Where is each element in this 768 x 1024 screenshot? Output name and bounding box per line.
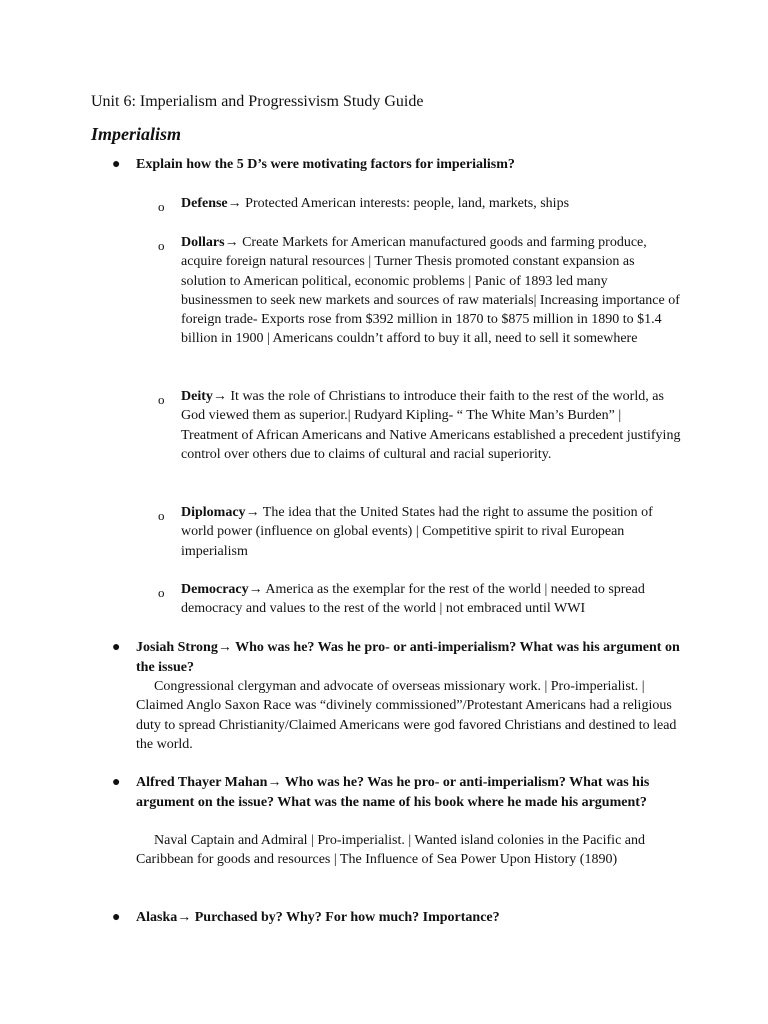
answer-mahan bbox=[136, 831, 686, 870]
item-text: Create Markets for American manufactured goods and farming produce, acquire foreign natural resources | Turner Thesis promoted constant expansion as solution to American political, economic problems | Panic of 1893 led many businessmen to seek new markets and sources of raw materials| Increasing importance of foreign trade- Exports rose from $392 million in 1870 to $875 million in 1890 to $1.4 billion in 1900 | Americans couldn’t afford to buy it all, need to sell it somewhere bbox=[181, 235, 680, 347]
bullet-icon: ● bbox=[112, 910, 121, 925]
item-deity bbox=[181, 387, 681, 464]
question-text: Purchased by? Why? For how much? Importance? bbox=[191, 910, 500, 925]
question-five-ds: Explain how the 5 D’s were motivating factors for imperialism? bbox=[136, 157, 515, 172]
answer-text: Congressional clergyman and advocate of overseas missionary work. | Pro-imperialist. | Claimed Anglo Saxon Race was “divinely commissioned”/Protestant Americans had a religious duty to spread Christianity/Claimed Americans were god favored Christians and destined to lead the world. bbox=[136, 679, 677, 752]
sub-bullet-icon: o bbox=[158, 199, 165, 214]
arrow-icon: → bbox=[245, 505, 260, 520]
bullet-icon: ● bbox=[112, 640, 121, 655]
arrow-icon: → bbox=[177, 910, 192, 925]
item-text: The idea that the United States had the right to assume the position of world power (influence on global events) | Competitive spirit to rival European imperialism bbox=[181, 505, 653, 559]
item-text: America as the exemplar for the rest of the world | needed to spread democracy and values to the rest of the world | not embraced until WWI bbox=[181, 582, 645, 617]
bullet-icon: ● bbox=[112, 775, 121, 790]
term-defense: Defense bbox=[181, 196, 228, 211]
answer-josiah-strong bbox=[136, 677, 686, 754]
section-heading: Imperialism bbox=[91, 124, 182, 144]
sub-bullet-icon: o bbox=[158, 585, 165, 600]
term-diplomacy: Diplomacy bbox=[181, 505, 246, 520]
question-subject: Josiah Strong bbox=[136, 640, 218, 655]
term-democracy: Democracy bbox=[181, 582, 249, 597]
document-title: Unit 6: Imperialism and Progressivism Study Guide bbox=[91, 93, 424, 110]
term-dollars: Dollars bbox=[181, 235, 225, 250]
item-text: It was the role of Christians to introduce their faith to the rest of the world, as God viewed them as superior.| Rudyard Kipling- “ The White Man’s Burden” | Treatment of African Americans and Native Americans established a precedent justifying control over others due to claims of cultural and racial superiority. bbox=[181, 389, 681, 462]
item-defense bbox=[181, 194, 681, 213]
arrow-icon: → bbox=[224, 235, 239, 250]
sub-bullet-icon: o bbox=[158, 508, 165, 523]
arrow-icon: → bbox=[217, 640, 232, 655]
arrow-icon: → bbox=[212, 389, 227, 404]
arrow-icon: → bbox=[267, 775, 282, 790]
item-democracy bbox=[181, 580, 681, 619]
sub-bullet-icon: o bbox=[158, 238, 165, 253]
item-text: Protected American interests: people, land, markets, ships bbox=[241, 196, 570, 211]
answer-text: Naval Captain and Admiral | Pro-imperialist. | Wanted island colonies in the Pacific and Caribbean for goods and resources | The Influence of Sea Power Upon History (1890) bbox=[136, 833, 645, 868]
question-subject: Alaska bbox=[136, 910, 178, 925]
question-alaska bbox=[136, 908, 692, 928]
question-text: Who was he? Was he pro- or anti-imperialism? What was his argument on the issue? bbox=[136, 640, 680, 675]
question-josiah-strong bbox=[136, 638, 692, 678]
arrow-icon: → bbox=[227, 196, 242, 211]
arrow-icon: → bbox=[248, 582, 263, 597]
item-diplomacy bbox=[181, 503, 681, 561]
bullet-icon: ● bbox=[112, 157, 121, 172]
question-text: Who was he? Was he pro- or anti-imperialism? What was his argument on the issue? What was the name of his book where he made his argument? bbox=[136, 775, 650, 810]
question-mahan bbox=[136, 773, 692, 813]
sub-bullet-icon: o bbox=[158, 392, 165, 407]
question-subject: Alfred Thayer Mahan bbox=[136, 775, 268, 790]
term-deity: Deity bbox=[181, 389, 213, 404]
item-dollars bbox=[181, 233, 681, 349]
